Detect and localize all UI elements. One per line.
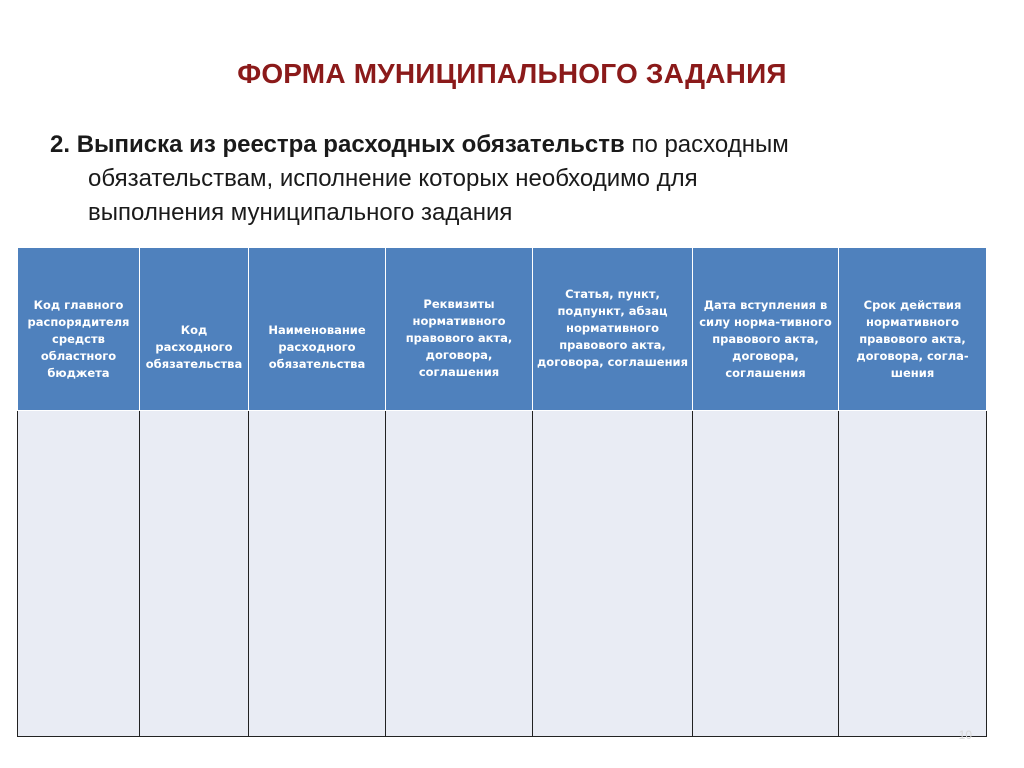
- table-row: [18, 411, 987, 737]
- registry-table: [17, 247, 987, 737]
- table-cell[interactable]: [249, 411, 386, 737]
- header-effective-date: Дата вступления в силу норма-тивного правового акта, договора, соглашения: [693, 248, 839, 411]
- table-cell[interactable]: [18, 411, 140, 737]
- subtitle-line1-rest: по расходным: [624, 131, 789, 158]
- subtitle: [50, 128, 960, 230]
- table-cell[interactable]: [533, 411, 693, 737]
- header-validity-period: Срок действия нормативного правового акта, договора, согла-шения: [839, 248, 987, 411]
- header-article-clause: Статья, пункт, подпункт, абзац нормативного правового акта, договора, соглашения: [533, 248, 693, 411]
- table-cell[interactable]: [693, 411, 839, 737]
- table-cell[interactable]: [386, 411, 533, 737]
- header-act-requisites: Реквизиты нормативного правового акта, договора, соглашения: [386, 248, 533, 411]
- table-cell[interactable]: [140, 411, 249, 737]
- page-number: 10: [958, 728, 972, 742]
- table-header-row: [18, 248, 987, 411]
- page-title: ФОРМА МУНИЦИПАЛЬНОГО ЗАДАНИЯ: [237, 58, 787, 89]
- subtitle-line3: выполнения муниципального задания: [88, 199, 513, 226]
- table-cell[interactable]: [839, 411, 987, 737]
- subtitle-bold-text: Выписка из реестра расходных обязательств: [76, 131, 625, 158]
- header-obligation-code: Код расходного обязательства: [140, 248, 249, 411]
- header-obligation-name: Наименование расходного обязательства: [249, 248, 386, 411]
- registry-table-wrapper: [17, 247, 986, 737]
- subtitle-number: 2.: [50, 131, 71, 158]
- subtitle-line2: обязательствам, исполнение которых необходимо для: [88, 165, 698, 192]
- header-main-manager-code: Код главного распорядителя средств областного бюджета: [18, 248, 140, 411]
